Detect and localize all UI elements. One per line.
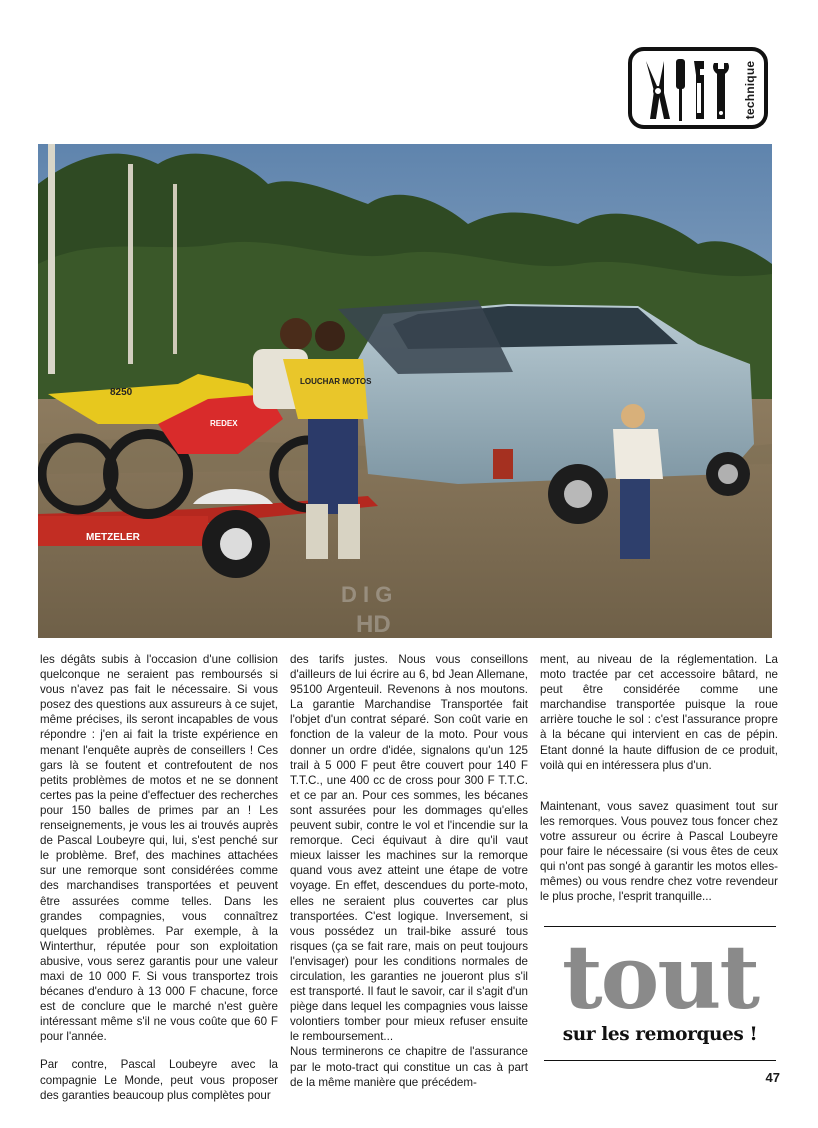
svg-text:HD: HD (356, 611, 391, 638)
headline-big: tout (562, 925, 758, 1029)
svg-text:D I G: D I G (341, 582, 393, 607)
col1-paragraph-2: Par contre, Pascal Loubeyre avec la compagnie Le Monde, peut vous proposer des garanties beaucoup plus complètes pour (40, 1058, 278, 1102)
headline-sub: sur les remorques ! (562, 1024, 758, 1045)
headline-bottom-rule (544, 1060, 776, 1061)
article-column-1 (40, 652, 278, 1116)
col3-paragraph-1: ment, au niveau de la réglementation. La moto tractée par cet accessoire bâtard, ne peut être considérée comme une marchandise transportée puisque la roue arrière touche le sol : c'est l'assurance propre à la bécane qui intervient en cas de pépin. Etant donné la haute diffusion de ce produit, voilà qui en intéressera plus d'un. (540, 653, 778, 772)
jacket-lettering: LOUCHAR MOTOS (300, 377, 372, 386)
col2-paragraph-1: des tarifs justes. Nous vous conseillons d'ailleurs de lui écrire au 6, bd Jean Allemane, 95100 Argenteuil. Revenons à nos moutons. La garantie Marchandise Transportée fait l'objet d'un contrat séparé. Son coût varie en fonction de la valeur de la moto. Pour vous donner un ordre d'idée, signalons qu'un 125 trail à 5 000 F peut être couvert pour 140 F T.T.C., une 400 cc de cross pour 300 F T.T.C. et ce par an. Pour ces sommes, les bécanes sont assurées pour les dommages qu'elles peuvent subir, contre le vol et l'incendie sur la remorque. Ceci équivaut à dire qu'il vaut mieux laisser les machines sur la remorque quand vous avez atteint une étape de votre voyage. En effet, descendues du porte-moto, elles ne seraient plus couvertes car plus transportées. C'est logique. Inversement, si vous possédez un trail-bike assuré tous risques (ça se fait rare, mais on peut toujours l'envisager) pour les conditions normales de circulation, les garanties ne joueront plus s'il est transporté. Il faut le savoir, car il s'agit d'un piège dans lequel les compagnies vous laisse volontiers tomber pour mieux refuser ensuite le remboursement... (290, 653, 528, 1044)
article-column-3 (540, 652, 778, 917)
col3-paragraph-2: Maintenant, vous savez quasiment tout sur les remorques. Vous pouvez tous foncer chez votre assureur ou écrire à Pascal Loubeyre pour faire le nécessaire (si vous êtes de ceux qui n'ont pas songé à garantir les motos elles-mêmes) ou vous rendre chez votre revendeur le plus proche, l'esprit tranquille... (540, 799, 778, 904)
spanner-icon (713, 63, 729, 119)
col1-paragraph-1: les dégâts subis à l'occasion d'une collision quelconque ne seraient pas remboursés si vous n'avez pas fait le nécessaire. Si vous posez des questions aux assureurs à ce sujet, même précises, ils seront incapables de vous répondre : j'en ai fait la triste expérience en menant l'enquête auprès de conseillers ! Ces gars là se foutent et contrefoutent de nos petits problèmes de motos et ne se donnent certes pas la peine d'effectuer des recherches pour 150 balles de primes par an ! Les renseignements, je vous les ai trouvés auprès de Pascal Loubeyre qui, lui, s'est penché sur le problème. Bref, des machines attachées sur une remorque sont considérées comme des marchandises transportées et peuvent être assurées comme telles. Dans les grandes compagnies, vous connaîtrez quelques problèmes. Par exemple, à la Winterthur, réputée pour son exploitation abusive, vous serez garantis pour une valeur maxi de 10 000 F. Si vous transportez trois bécanes d'enduro à 13 000 F chacune, force est de conclure que le marché n'est guère intéressant même s'il ne vous coûte que 60 F pour l'année. (40, 653, 278, 1044)
tools-icon (638, 55, 740, 125)
bike-tank-sign: REDEX (210, 419, 238, 428)
badge-label: technique (743, 60, 758, 120)
screwdriver-icon (676, 59, 685, 121)
photo-car-trailer-motorcycles (38, 144, 772, 638)
technique-badge (628, 47, 768, 129)
trailer-sign: METZELER (86, 532, 140, 543)
bike-number: 8250 (110, 387, 133, 398)
article-column-2 (290, 652, 528, 1103)
page-number: 47 (765, 1070, 780, 1085)
pliers-icon (646, 61, 670, 119)
wrench-icon (694, 61, 704, 119)
col2-paragraph-2: Nous terminerons ce chapitre de l'assurance par le moto-tract qui constitue un cas à part de la même manière que précédem- (290, 1045, 528, 1089)
